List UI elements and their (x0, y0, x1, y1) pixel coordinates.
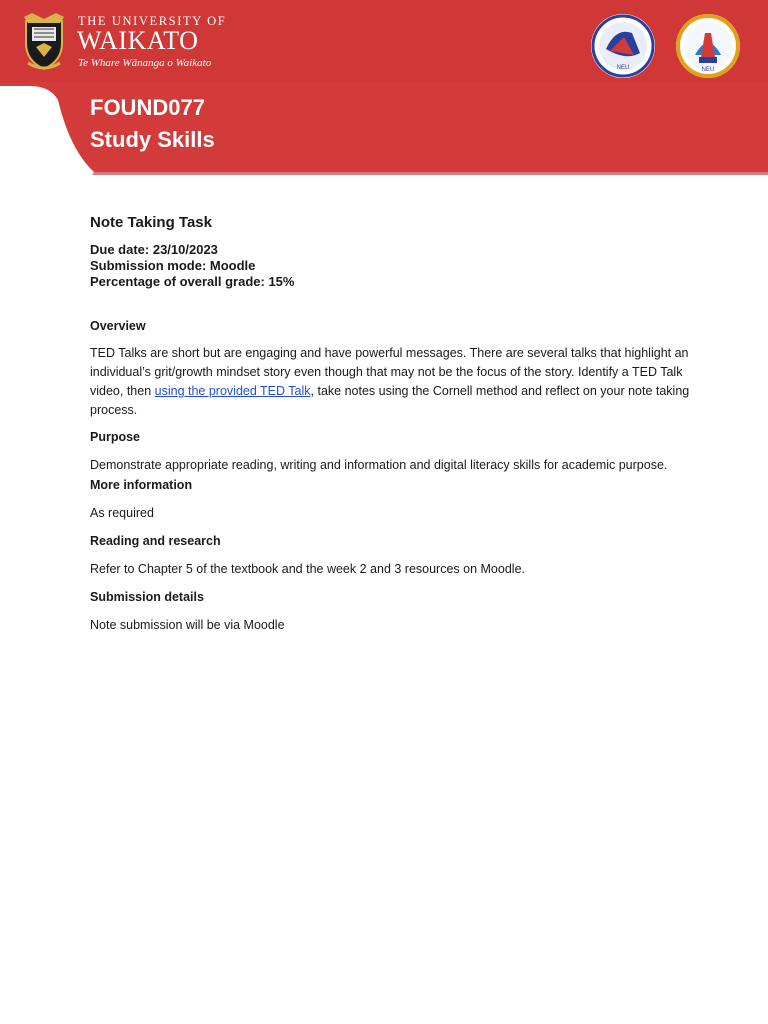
submission-paragraph: Note submission will be via Moodle (90, 618, 285, 632)
header-banner (0, 0, 768, 180)
submission-mode: Submission mode: Moodle (90, 258, 256, 273)
ted-talk-link[interactable]: using the provided TED Talk (154, 384, 311, 398)
course-code: FOUND077 (90, 95, 205, 120)
course-name: Study Skills (90, 127, 215, 152)
overview-text-end: , take notes using the Cornell method and reflect on your note taking process. (90, 384, 690, 417)
seal-left-text: NEU (616, 65, 630, 71)
purpose-heading: Purpose (90, 430, 141, 444)
more-info-paragraph: As required (90, 506, 154, 520)
university-name-line1: THE UNIVERSITY OF (78, 14, 227, 28)
due-date: Due date: 23/10/2023 (90, 242, 218, 257)
reading-heading: Reading and research (90, 534, 221, 548)
submission-heading: Submission details (90, 590, 204, 604)
university-motto: Te Whare Wānanga o Waikato (78, 57, 212, 69)
university-name-line2: WAIKATO (77, 26, 199, 55)
overview-heading: Overview (90, 319, 146, 333)
neu-seal-right-logo (675, 13, 741, 79)
document-body (90, 214, 690, 635)
overview-paragraph (90, 344, 690, 420)
more-info-heading: More information (90, 478, 193, 492)
task-title: Note Taking Task (90, 214, 212, 231)
overview-text-start: TED Talks are short but are engaging and have powerful messages. There are several talks that highlight an individual’s grit/growth mindset story even though that may not be the focus of the story. Identify a TED Talk video, then (90, 346, 689, 398)
seal-right-text: NEU (701, 67, 715, 73)
reading-paragraph: Refer to Chapter 5 of the textbook and the week 2 and 3 resources on Moodle. (90, 562, 525, 576)
university-crest-logo (22, 13, 66, 71)
grade-percentage: Percentage of overall grade: 15% (90, 274, 295, 289)
purpose-paragraph: Demonstrate appropriate reading, writing and information and digital literacy skills for academic purpose. (90, 458, 668, 472)
neu-seal-left-logo (590, 13, 656, 79)
